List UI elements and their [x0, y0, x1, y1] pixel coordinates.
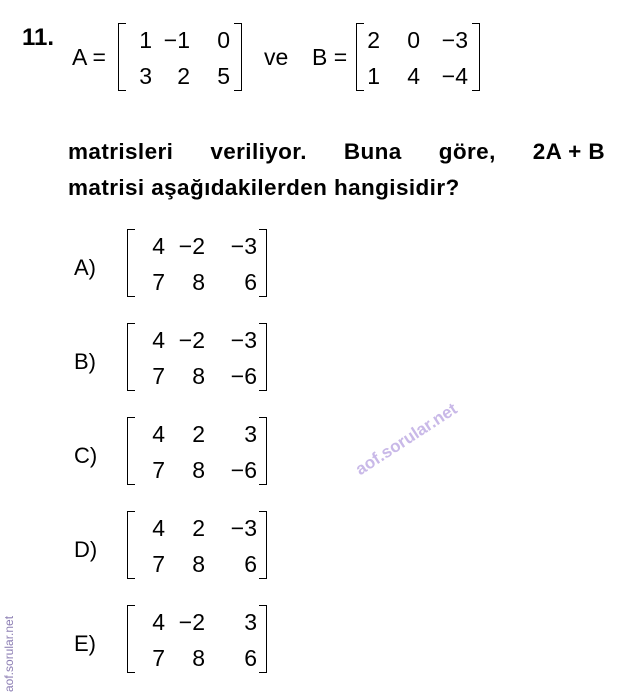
option-label[interactable]: E): [74, 631, 96, 656]
expression-2a-plus-b: 2A + B: [532, 139, 605, 164]
right-bracket: [259, 511, 267, 579]
right-bracket: [472, 23, 480, 91]
question-word: Buna: [343, 139, 402, 164]
matrix-cell: 8: [192, 269, 205, 295]
matrix-cell: 0: [217, 27, 230, 53]
matrix-cell: 4: [152, 515, 165, 541]
option-matrix: [127, 229, 267, 297]
option-matrix: [127, 605, 267, 673]
matrix-cell: 2: [192, 421, 205, 447]
option-matrix: [127, 417, 267, 485]
question-word: göre,: [438, 139, 496, 164]
matrix-cell: 2: [367, 27, 380, 53]
matrix-b: [356, 23, 480, 91]
right-bracket: [259, 417, 267, 485]
matrix-cell: −3: [230, 327, 257, 353]
matrix-cell: 4: [152, 327, 165, 353]
matrix-cell: 8: [192, 363, 205, 389]
matrix-cell: 6: [244, 269, 257, 295]
matrix-cell: 7: [152, 551, 165, 577]
matrix-cell: −3: [230, 515, 257, 541]
matrix-cell: 7: [152, 269, 165, 295]
option-label[interactable]: A): [74, 255, 96, 280]
matrix-cell: −6: [230, 457, 257, 483]
question-word: matrisleri: [68, 139, 174, 164]
matrix-cell: 8: [192, 457, 205, 483]
right-bracket: [259, 323, 267, 391]
matrix-cell: −2: [178, 327, 205, 353]
matrix-cell: 2: [192, 515, 205, 541]
matrix-cell: 3: [139, 63, 152, 89]
matrix-cell: 3: [244, 609, 257, 635]
matrix-cell: 7: [152, 363, 165, 389]
matrix-cell: 1: [367, 63, 380, 89]
watermark-side: aof.sorular.net: [2, 615, 16, 692]
matrix-cell: 8: [192, 551, 205, 577]
matrix-cell: 2: [177, 63, 190, 89]
matrix-a-label: A =: [72, 44, 106, 70]
matrix-cell: −3: [230, 233, 257, 259]
right-bracket: [259, 229, 267, 297]
option-label[interactable]: D): [74, 537, 98, 562]
right-bracket: [259, 605, 267, 673]
matrix-cell: 3: [244, 421, 257, 447]
matrix-cell: 7: [152, 457, 165, 483]
option-matrix: [127, 323, 267, 391]
question-number: 11.: [22, 24, 55, 51]
right-bracket: [234, 23, 242, 91]
matrix-cell: 4: [152, 233, 165, 259]
matrix-cell: 6: [244, 645, 257, 671]
matrix-cell: −2: [178, 233, 205, 259]
matrix-cell: −2: [178, 609, 205, 635]
matrix-b-label: B =: [312, 44, 348, 70]
option-label[interactable]: B): [74, 349, 96, 374]
matrix-cell: −1: [163, 27, 190, 53]
option-matrix: [127, 511, 267, 579]
matrix-cell: 6: [244, 551, 257, 577]
watermark-center: aof.sorular.net: [352, 399, 461, 479]
option-label[interactable]: C): [74, 443, 98, 468]
matrix-cell: 7: [152, 645, 165, 671]
conjunction-text: ve: [264, 44, 289, 70]
matrix-cell: 4: [152, 421, 165, 447]
matrix-cell: 4: [407, 63, 420, 89]
question-text-line2: matrisi aşağıdakilerden hangisidir?: [68, 175, 460, 200]
matrix-cell: 0: [407, 27, 420, 53]
matrix-cell: 5: [217, 63, 230, 89]
question-text-line1: [68, 139, 605, 165]
matrix-cell: −4: [441, 63, 468, 89]
matrix-cell: −6: [230, 363, 257, 389]
matrix-cell: −3: [441, 27, 468, 53]
matrix-cell: 1: [139, 27, 152, 53]
question-word: veriliyor.: [210, 139, 307, 164]
matrix-cell: 8: [192, 645, 205, 671]
matrix-cell: 4: [152, 609, 165, 635]
matrix-a: [118, 23, 242, 91]
